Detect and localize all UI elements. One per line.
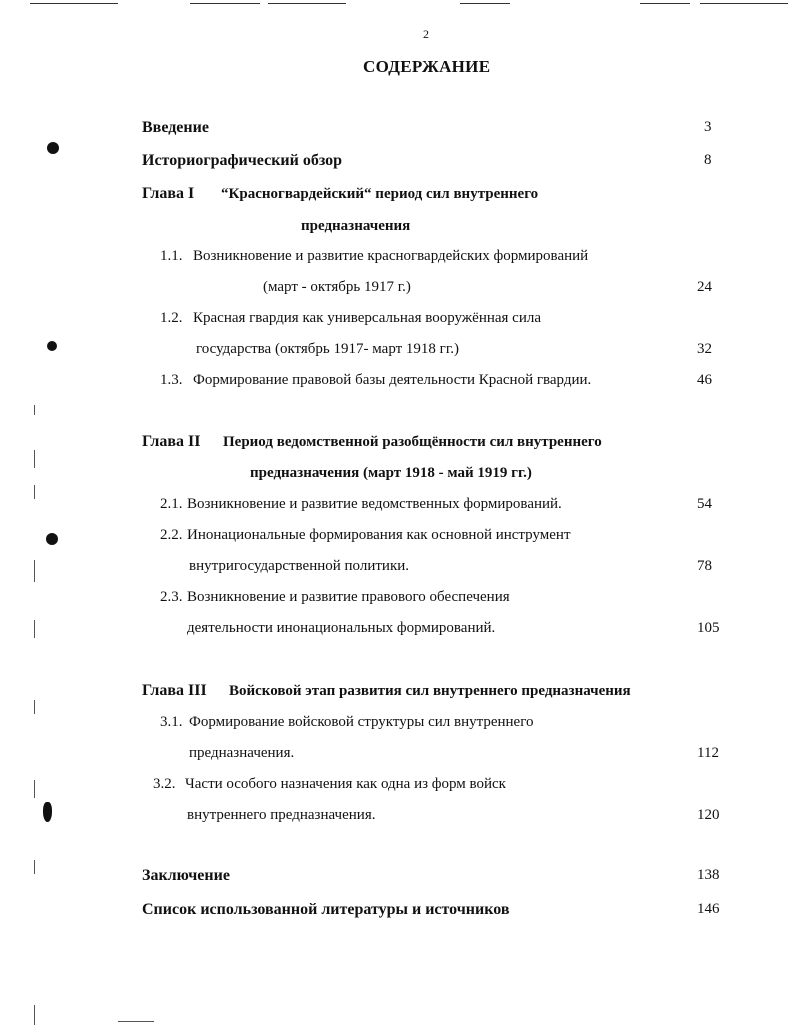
scan-margin-line bbox=[34, 560, 35, 582]
section-1-1-number: 1.1. bbox=[160, 248, 183, 264]
section-1-2-line2: государства (октябрь 1917- март 1918 гг.) bbox=[196, 341, 460, 357]
section-1-1-line1: Возникновение и развитие красногвардейских формирований bbox=[193, 248, 589, 264]
scan-margin-line bbox=[34, 700, 35, 714]
chapter-2-title-line1: Период ведомственной разобщённости сил внутреннего bbox=[223, 434, 602, 450]
section-1-1-page: 24 bbox=[697, 279, 712, 295]
chapter-1-title-line2: предназначения bbox=[301, 218, 411, 234]
section-3-1-line2: предназначения. bbox=[189, 745, 295, 761]
section-3-2-page: 120 bbox=[697, 807, 720, 823]
section-2-2-page: 78 bbox=[697, 558, 712, 574]
scan-margin-line bbox=[34, 780, 35, 798]
scan-edge-line bbox=[268, 3, 346, 4]
section-2-2-line1: Инонациональные формирования как основной инструмент bbox=[187, 527, 571, 543]
section-3-1-number: 3.1. bbox=[160, 714, 183, 730]
scan-margin-line bbox=[34, 620, 35, 638]
toc-entry-conclusion-page: 138 bbox=[697, 867, 720, 883]
toc-entry-bibliography-label: Список использованной литературы и источников bbox=[142, 901, 510, 918]
section-2-3-line2: деятельности инонациональных формирований. bbox=[187, 620, 496, 636]
toc-entry-intro-label: Введение bbox=[142, 119, 209, 136]
section-1-1-line2: (март - октябрь 1917 г.) bbox=[263, 279, 411, 295]
binding-hole-mark bbox=[47, 142, 59, 154]
section-1-3-page: 46 bbox=[697, 372, 712, 388]
section-2-3-number: 2.3. bbox=[160, 589, 183, 605]
toc-entry-bibliography-page: 146 bbox=[697, 901, 720, 917]
chapter-2-prefix: Глава II bbox=[142, 433, 201, 450]
section-1-3-number: 1.3. bbox=[160, 372, 183, 388]
scan-edge-line bbox=[460, 3, 510, 4]
chapter-3-prefix: Глава III bbox=[142, 682, 207, 699]
section-3-1-page: 112 bbox=[697, 745, 719, 761]
scan-edge-line bbox=[700, 3, 788, 4]
section-2-2-number: 2.2. bbox=[160, 527, 183, 543]
section-2-1-line1: Возникновение и развитие ведомственных формирований. bbox=[187, 496, 562, 512]
section-1-2-line1: Красная гвардия как универсальная вооружённая сила bbox=[193, 310, 542, 326]
chapter-2-title-line2: предназначения (март 1918 - май 1919 гг.) bbox=[250, 465, 532, 481]
section-2-3-line1: Возникновение и развитие правового обеспечения bbox=[187, 589, 510, 605]
section-1-2-page: 32 bbox=[697, 341, 712, 357]
section-2-2-line2: внутригосударственной политики. bbox=[189, 558, 410, 574]
section-3-2-number: 3.2. bbox=[153, 776, 176, 792]
toc-entry-intro-page: 3 bbox=[704, 119, 712, 135]
section-2-1-page: 54 bbox=[697, 496, 712, 512]
scan-margin-line bbox=[34, 860, 35, 874]
scan-edge-line bbox=[640, 3, 690, 4]
page-title: СОДЕРЖАНИЕ bbox=[363, 57, 491, 76]
scan-margin-line bbox=[34, 405, 35, 415]
page-number: 2 bbox=[423, 27, 429, 41]
scan-edge-line bbox=[118, 1021, 154, 1022]
scan-margin-line bbox=[34, 1005, 35, 1025]
section-1-2-number: 1.2. bbox=[160, 310, 183, 326]
toc-entry-historiography-page: 8 bbox=[704, 152, 712, 168]
toc-entry-conclusion-label: Заключение bbox=[142, 867, 230, 884]
scan-margin-line bbox=[34, 485, 35, 499]
chapter-1-prefix: Глава I bbox=[142, 185, 195, 202]
toc-entry-historiography-label: Историографический обзор bbox=[142, 152, 343, 169]
binding-hole-mark bbox=[47, 341, 57, 351]
section-2-3-page: 105 bbox=[697, 620, 720, 636]
binding-hole-mark bbox=[46, 533, 58, 545]
section-2-1-number: 2.1. bbox=[160, 496, 183, 512]
section-3-1-line1: Формирование войсковой структуры сил внутреннего bbox=[189, 714, 534, 730]
scan-edge-line bbox=[30, 3, 118, 4]
scan-edge-line bbox=[190, 3, 260, 4]
section-3-2-line2: внутреннего предназначения. bbox=[187, 807, 376, 823]
binding-hole-mark bbox=[43, 802, 52, 822]
chapter-3-title-line1: Войсковой этап развития сил внутреннего предназначения bbox=[229, 683, 631, 699]
section-1-3-line1: Формирование правовой базы деятельности Красной гвардии. bbox=[193, 372, 592, 388]
section-3-2-line1: Части особого назначения как одна из форм войск bbox=[185, 776, 506, 792]
chapter-1-title-line1: “Красногвардейский“ период сил внутреннего bbox=[221, 186, 539, 202]
scan-margin-line bbox=[34, 450, 35, 468]
